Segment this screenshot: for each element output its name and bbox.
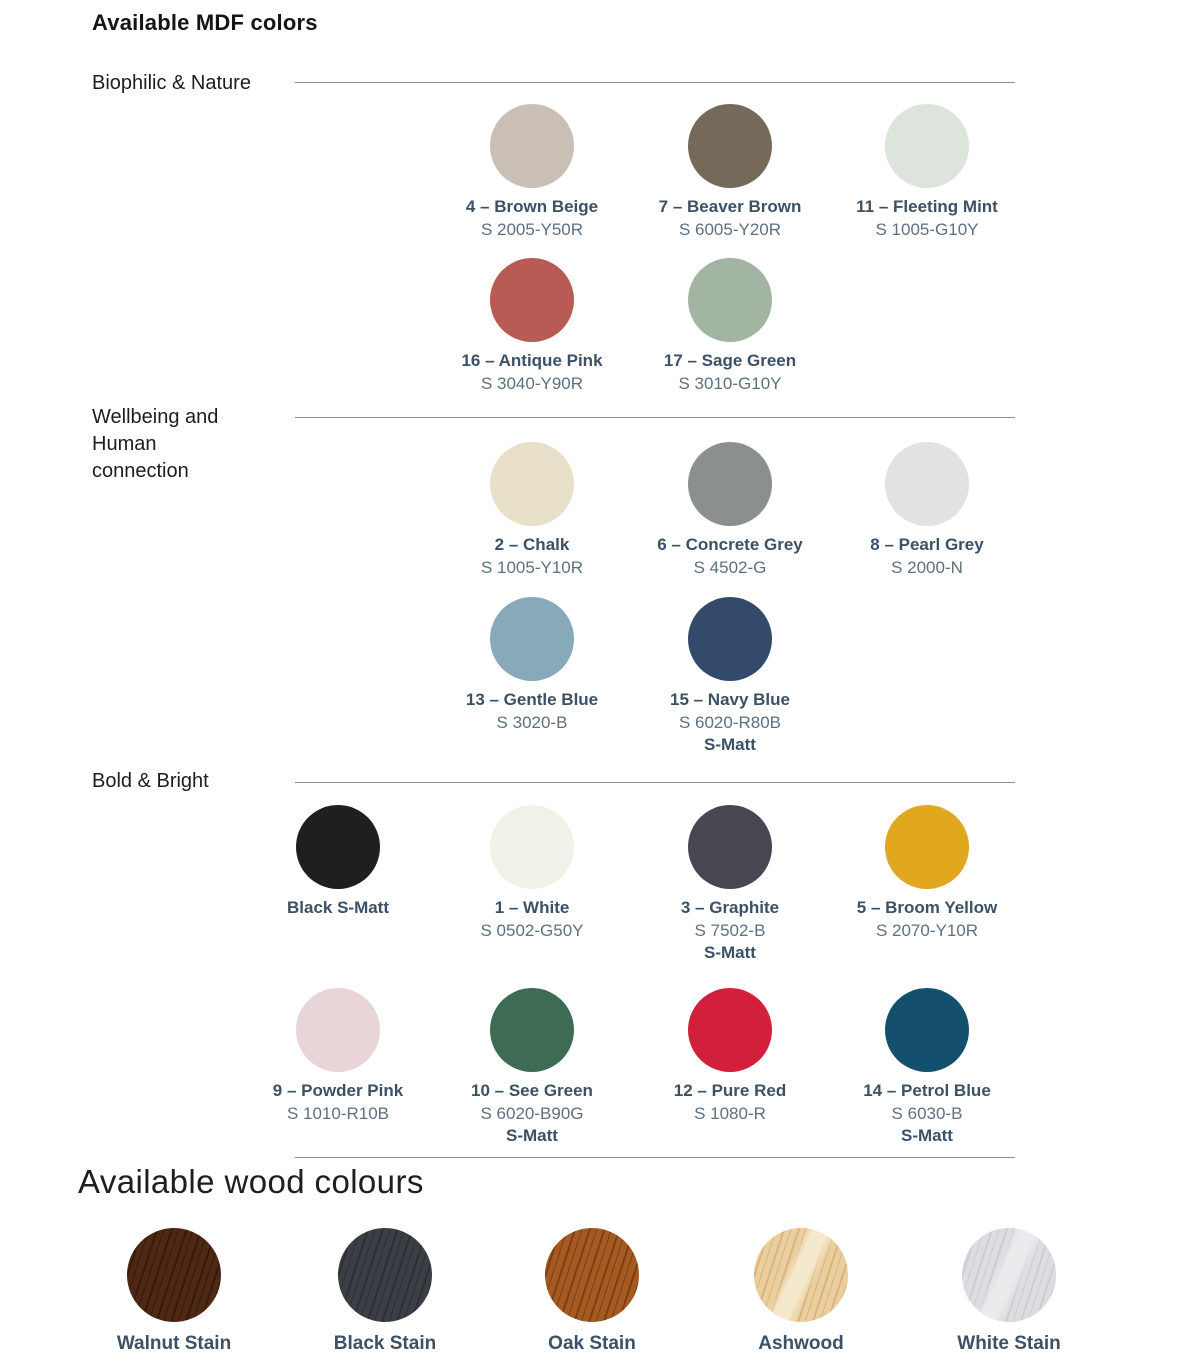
swatch-circle-black-stain <box>338 1228 432 1322</box>
color-swatch <box>437 988 627 1146</box>
swatch-code: S 3010-G10Y <box>678 374 782 393</box>
color-swatch <box>832 104 1022 240</box>
color-swatch <box>832 988 1022 1146</box>
swatch-name: White Stain <box>957 1333 1061 1354</box>
color-swatch <box>635 442 825 578</box>
color-swatch <box>635 988 825 1124</box>
swatch-name: Black S-Matt <box>286 898 390 917</box>
swatch-circle-graphite <box>688 805 772 889</box>
swatch-code: S 7502-B <box>694 921 766 940</box>
swatch-finish: S-Matt <box>704 943 756 962</box>
swatch-circle-fleeting-mint <box>885 104 969 188</box>
swatch-circle-ashwood <box>754 1228 848 1322</box>
swatch-code: S 3040-Y90R <box>480 374 584 393</box>
swatch-code: S 1080-R <box>694 1104 766 1123</box>
color-swatch <box>635 104 825 240</box>
swatch-code: S 6020-R80B <box>678 713 782 732</box>
color-swatch <box>635 805 825 963</box>
swatch-circle-powder-pink <box>296 988 380 1072</box>
swatch-code: S 6030-B <box>891 1104 963 1123</box>
swatch-circle-concrete-grey <box>688 442 772 526</box>
swatch-code: S 2000-N <box>891 558 963 577</box>
section-rule <box>295 82 1015 83</box>
swatch-name: 4 – Brown Beige <box>465 197 599 216</box>
color-swatch <box>437 442 627 578</box>
swatch-circle-oak-stain <box>545 1228 639 1322</box>
color-swatch <box>437 805 627 941</box>
swatch-code: S 1005-Y10R <box>480 558 584 577</box>
swatch-name: 14 – Petrol Blue <box>863 1081 991 1100</box>
swatch-name: 13 – Gentle Blue <box>465 690 599 709</box>
swatch-circle-walnut-stain <box>127 1228 221 1322</box>
color-swatch <box>437 104 627 240</box>
swatch-circle-petrol-blue <box>885 988 969 1072</box>
wood-swatch <box>74 1228 274 1354</box>
swatch-name: 12 – Pure Red <box>673 1081 787 1100</box>
swatch-name: Ashwood <box>758 1333 844 1354</box>
swatch-circle-broom-yellow <box>885 805 969 889</box>
swatch-name: 6 – Concrete Grey <box>657 535 803 554</box>
swatch-code: S 2070-Y10R <box>875 921 979 940</box>
section-label-wellbeing: Wellbeing and Human connection <box>92 406 219 482</box>
color-swatch <box>832 442 1022 578</box>
color-swatch <box>437 597 627 733</box>
swatch-name: 15 – Navy Blue <box>669 690 790 709</box>
swatch-circle-white <box>490 805 574 889</box>
section-label-bold-bright: Bold & Bright <box>92 770 209 792</box>
swatch-name: 10 – See Green <box>471 1081 593 1100</box>
swatch-code: S 1010-R10B <box>286 1104 390 1123</box>
swatch-circle-navy-blue <box>688 597 772 681</box>
swatch-circle-pearl-grey <box>885 442 969 526</box>
swatch-name: Black Stain <box>333 1333 437 1354</box>
wood-swatch <box>909 1228 1109 1354</box>
swatch-circle-sage-green <box>688 258 772 342</box>
wood-swatch <box>701 1228 901 1354</box>
swatch-circle-chalk <box>490 442 574 526</box>
swatch-name: 2 – Chalk <box>494 535 570 554</box>
swatch-name: 7 – Beaver Brown <box>658 197 802 216</box>
swatch-circle-brown-beige <box>490 104 574 188</box>
swatch-code: S 2005-Y50R <box>480 220 584 239</box>
swatch-circle-gentle-blue <box>490 597 574 681</box>
swatch-name: Oak Stain <box>548 1333 636 1354</box>
swatch-name: 1 – White <box>494 898 570 917</box>
swatch-circle-beaver-brown <box>688 104 772 188</box>
swatch-circle-white-stain <box>962 1228 1056 1322</box>
swatch-name: 17 – Sage Green <box>663 351 797 370</box>
section-label-biophilic: Biophilic & Nature <box>92 72 251 94</box>
page-title-wood: Available wood colours <box>78 1163 424 1200</box>
swatch-name: 9 – Powder Pink <box>272 1081 404 1100</box>
color-swatch <box>243 805 433 918</box>
color-swatch <box>832 805 1022 941</box>
swatch-code: S 6005-Y20R <box>678 220 782 239</box>
section-rule <box>295 1157 1015 1158</box>
swatch-name: Walnut Stain <box>116 1333 232 1354</box>
swatch-finish: S-Matt <box>704 735 756 754</box>
color-swatch <box>437 258 627 394</box>
wood-swatch <box>285 1228 485 1354</box>
swatch-name: 3 – Graphite <box>680 898 780 917</box>
section-rule <box>295 782 1015 783</box>
swatch-circle-black-s-matt <box>296 805 380 889</box>
color-swatch <box>243 988 433 1124</box>
section-rule <box>295 417 1015 418</box>
color-swatch <box>635 597 825 755</box>
swatch-circle-antique-pink <box>490 258 574 342</box>
swatch-code: S 1005-G10Y <box>875 220 979 239</box>
wood-swatch <box>492 1228 692 1354</box>
swatch-code: S 4502-G <box>693 558 767 577</box>
swatch-code: S 3020-B <box>496 713 568 732</box>
swatch-code: S 6020-B90G <box>480 1104 584 1123</box>
swatch-name: 5 – Broom Yellow <box>856 898 998 917</box>
swatch-finish: S-Matt <box>901 1126 953 1145</box>
page-title-mdf: Available MDF colors <box>92 10 318 35</box>
swatch-name: 16 – Antique Pink <box>461 351 603 370</box>
swatch-name: 8 – Pearl Grey <box>870 535 984 554</box>
swatch-circle-see-green <box>490 988 574 1072</box>
swatch-finish: S-Matt <box>506 1126 558 1145</box>
swatch-name: 11 – Fleeting Mint <box>856 197 998 216</box>
color-swatch <box>635 258 825 394</box>
swatch-code: S 0502-G50Y <box>480 921 584 940</box>
swatch-circle-pure-red <box>688 988 772 1072</box>
